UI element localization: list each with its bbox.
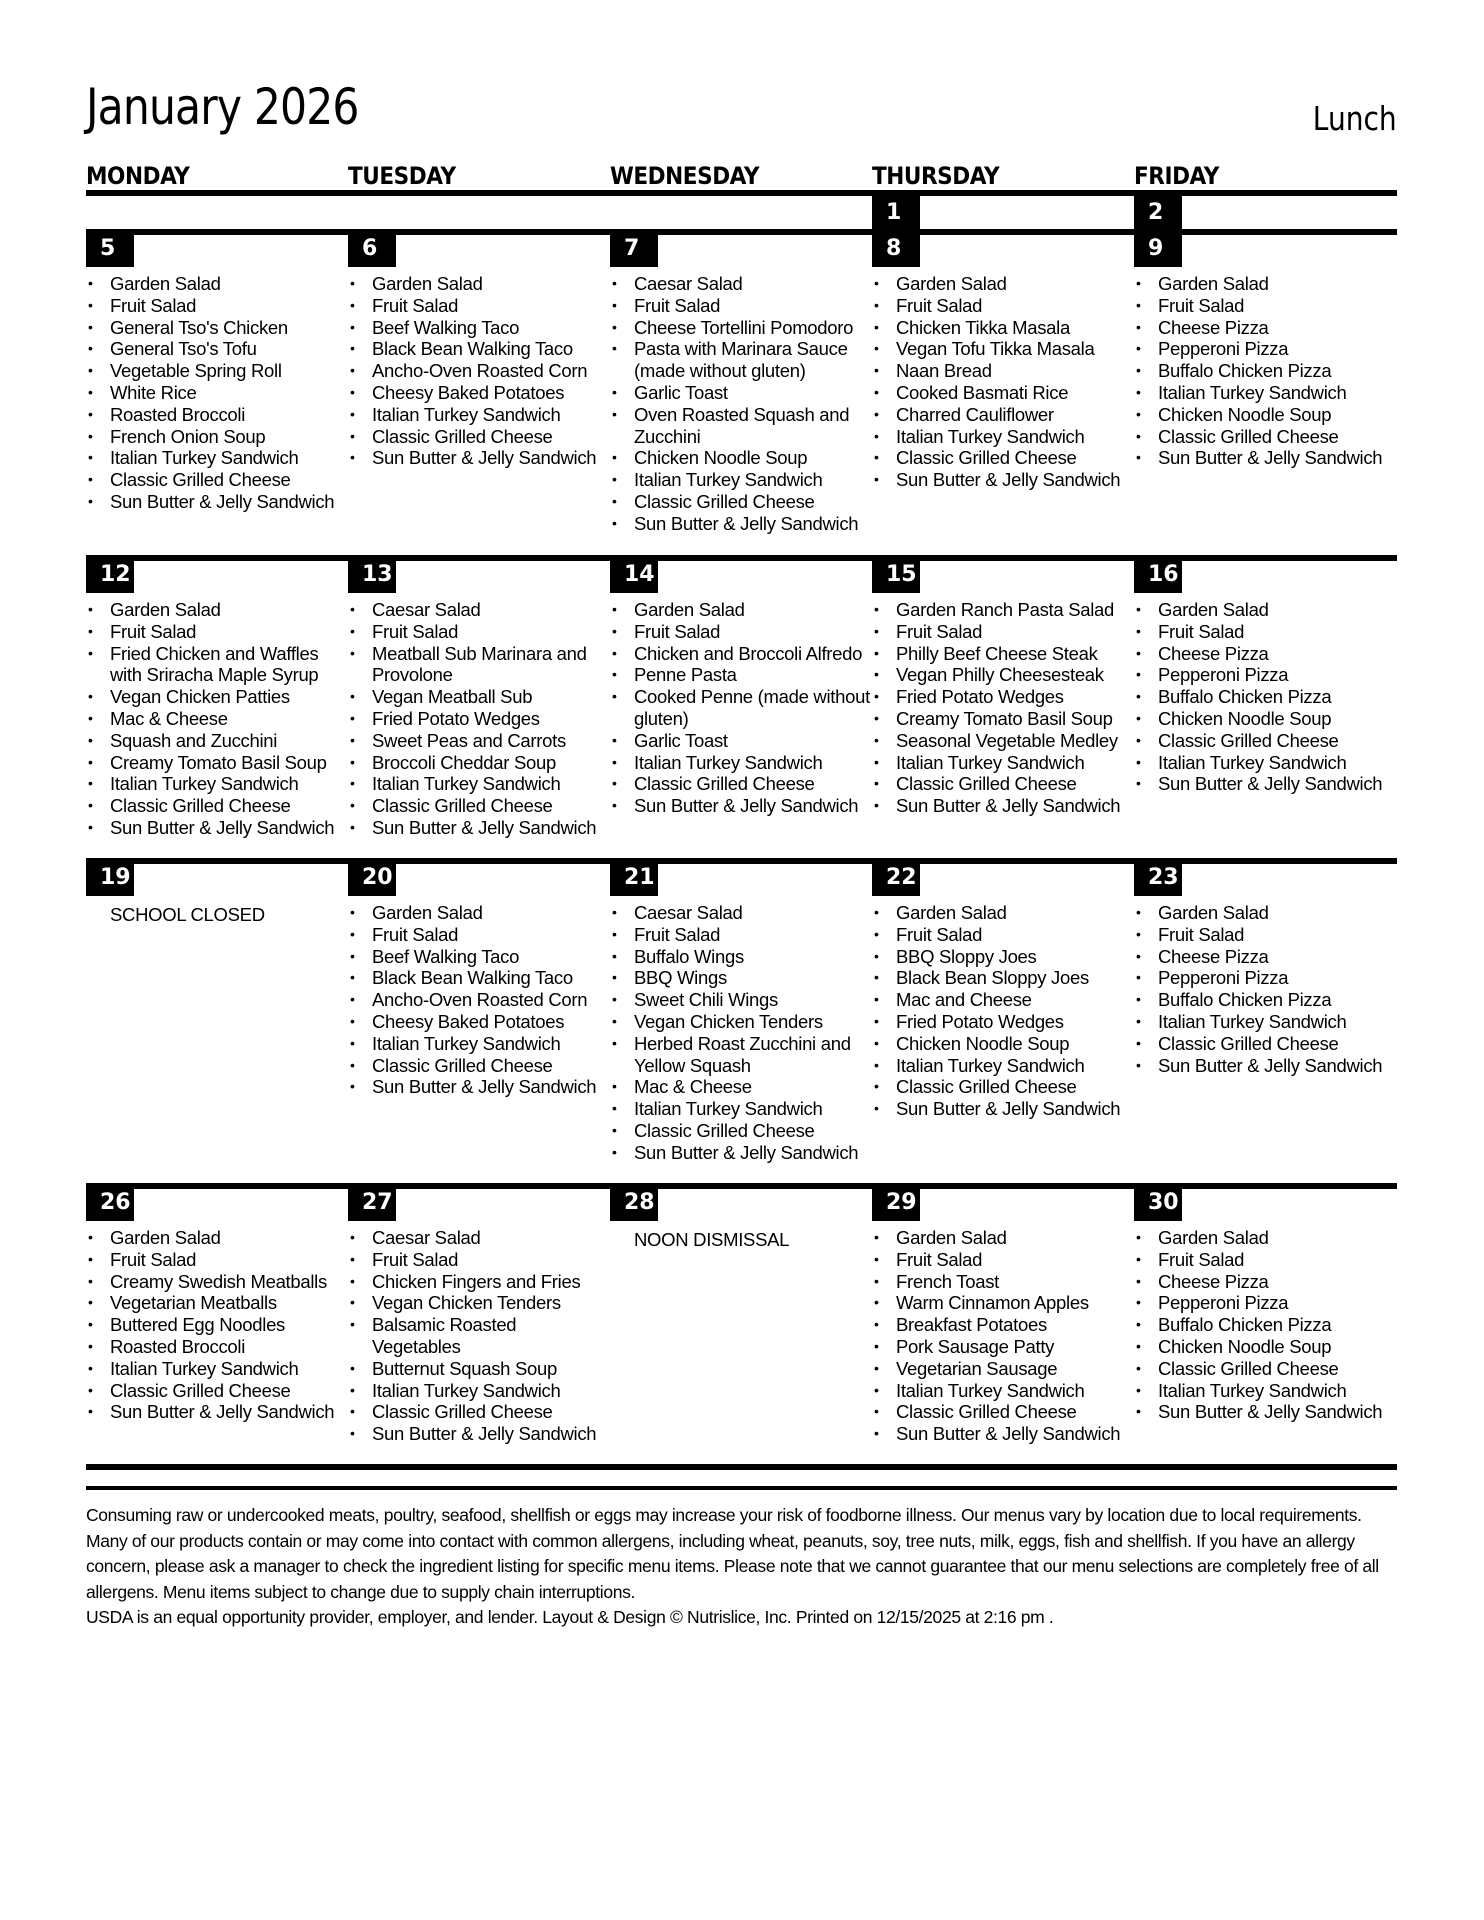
menu-item: • Pepperoni Pizza (1134, 1292, 1396, 1314)
day-number-badge: 29 (872, 1183, 920, 1221)
menu-item: • Fruit Salad (872, 924, 1134, 946)
menu-item: • Classic Grilled Cheese (86, 1380, 348, 1402)
menu-item: • Chicken Tikka Masala (872, 317, 1134, 339)
menu-item: • Sun Butter & Jelly Sandwich (1134, 447, 1396, 469)
menu-item: • Caesar Salad (348, 1227, 610, 1249)
day-number-badge: 2 (1134, 194, 1182, 229)
menu-item-list (610, 902, 872, 1164)
menu-item: • Pepperoni Pizza (1134, 338, 1396, 360)
menu-item: • Fruit Salad (610, 295, 872, 317)
menu-item: • Italian Turkey Sandwich (1134, 752, 1396, 774)
menu-item: • Mac & Cheese (86, 708, 348, 730)
menu-item: • Warm Cinnamon Apples (872, 1292, 1134, 1314)
menu-item: • Classic Grilled Cheese (610, 773, 872, 795)
menu-item: • Classic Grilled Cheese (872, 1401, 1134, 1423)
menu-item: • Sun Butter & Jelly Sandwich (348, 817, 610, 839)
menu-item: • Broccoli Cheddar Soup (348, 752, 610, 774)
menu-item: • Sun Butter & Jelly Sandwich (1134, 1401, 1396, 1423)
menu-item: • Fruit Salad (86, 1249, 348, 1271)
menu-item: • Garden Salad (610, 599, 872, 621)
menu-item: • Garden Salad (872, 902, 1134, 924)
menu-item-list (1134, 599, 1396, 795)
menu-item: • Fruit Salad (348, 924, 610, 946)
menu-item: • Garden Salad (86, 273, 348, 295)
weekday-thursday: THURSDAY (872, 162, 1000, 190)
menu-item: • General Tso's Tofu (86, 338, 348, 360)
menu-item: • Sun Butter & Jelly Sandwich (610, 513, 872, 535)
menu-item: • Pork Sausage Patty (872, 1336, 1134, 1358)
menu-item: • Chicken Noodle Soup (1134, 404, 1396, 426)
menu-item: • Caesar Salad (610, 273, 872, 295)
menu-item: • Black Bean Walking Taco (348, 338, 610, 360)
menu-item: • Italian Turkey Sandwich (610, 1098, 872, 1120)
menu-item-list (610, 599, 872, 817)
day-cell (1134, 858, 1396, 1183)
menu-item-list (872, 599, 1134, 817)
menu-item-list (1134, 273, 1396, 469)
day-cell (348, 858, 610, 1183)
menu-item: • Classic Grilled Cheese (872, 447, 1134, 469)
menu-item: • Garden Salad (348, 902, 610, 924)
menu-item: • Italian Turkey Sandwich (86, 773, 348, 795)
menu-item: • BBQ Wings (610, 967, 872, 989)
day-cell (610, 229, 872, 555)
week-row (86, 194, 1397, 227)
menu-item: • Ancho-Oven Roasted Corn (348, 989, 610, 1011)
menu-item: • Italian Turkey Sandwich (610, 752, 872, 774)
menu-item: • Creamy Tomato Basil Soup (872, 708, 1134, 730)
menu-item: • Vegan Chicken Tenders (610, 1011, 872, 1033)
menu-item: • Beef Walking Taco (348, 317, 610, 339)
menu-item: • Garden Salad (86, 1227, 348, 1249)
day-number-badge: 23 (1134, 858, 1182, 896)
menu-item: • Sun Butter & Jelly Sandwich (872, 795, 1134, 817)
menu-item: • Sun Butter & Jelly Sandwich (1134, 773, 1396, 795)
menu-item: • Garden Salad (348, 273, 610, 295)
menu-item: • Buffalo Chicken Pizza (1134, 360, 1396, 382)
day-number-badge: 20 (348, 858, 396, 896)
menu-item: • Fruit Salad (86, 295, 348, 317)
day-cell (1134, 194, 1396, 227)
day-cell (872, 1183, 1134, 1464)
day-number-badge: 1 (872, 194, 920, 229)
day-number-badge: 14 (610, 555, 658, 593)
menu-item: • Italian Turkey Sandwich (1134, 382, 1396, 404)
footer-divider (86, 1486, 1397, 1490)
usda-credits: USDA is an equal opportunity provider, employer, and lender. Layout & Design © Nutrislice, Inc. Printed on 12/15/2025 at 2:16 pm . (86, 1607, 1054, 1627)
menu-item: • Mac & Cheese (610, 1076, 872, 1098)
menu-item: • Classic Grilled Cheese (86, 795, 348, 817)
menu-item: • Garlic Toast (610, 730, 872, 752)
menu-item: • Sun Butter & Jelly Sandwich (872, 1423, 1134, 1445)
menu-item: • Creamy Tomato Basil Soup (86, 752, 348, 774)
menu-item: • Fried Potato Wedges (348, 708, 610, 730)
day-cell (348, 194, 610, 227)
menu-item: • Vegan Meatball Sub (348, 686, 610, 708)
menu-item: • Italian Turkey Sandwich (610, 469, 872, 491)
menu-item: • Pepperoni Pizza (1134, 664, 1396, 686)
menu-item: • Chicken Noodle Soup (610, 447, 872, 469)
menu-item: • Fruit Salad (872, 1249, 1134, 1271)
menu-item: • Garden Salad (872, 1227, 1134, 1249)
menu-item: • Ancho-Oven Roasted Corn (348, 360, 610, 382)
week-row (86, 229, 1397, 555)
menu-item-list (348, 902, 610, 1098)
menu-item-list (86, 599, 348, 839)
menu-item: • Classic Grilled Cheese (348, 1401, 610, 1423)
menu-item-list (86, 273, 348, 513)
menu-item: • Cheese Pizza (1134, 317, 1396, 339)
menu-item: • Fruit Salad (348, 295, 610, 317)
menu-item-list (348, 273, 610, 469)
day-number-badge: 5 (86, 229, 134, 267)
weekday-friday: FRIDAY (1134, 162, 1219, 190)
menu-item: • Classic Grilled Cheese (1134, 426, 1396, 448)
menu-item-list (1134, 1227, 1396, 1423)
menu-item: • Buffalo Chicken Pizza (1134, 1314, 1396, 1336)
menu-item: • Italian Turkey Sandwich (1134, 1011, 1396, 1033)
menu-item: • Creamy Swedish Meatballs (86, 1271, 348, 1293)
menu-item: • Classic Grilled Cheese (86, 469, 348, 491)
menu-item: • Fruit Salad (872, 295, 1134, 317)
menu-item: • Chicken Noodle Soup (872, 1033, 1134, 1055)
day-number-badge: 12 (86, 555, 134, 593)
menu-item: • Breakfast Potatoes (872, 1314, 1134, 1336)
day-cell (348, 555, 610, 858)
menu-item: • Fruit Salad (610, 621, 872, 643)
menu-item: • Fruit Salad (1134, 621, 1396, 643)
menu-item: • White Rice (86, 382, 348, 404)
day-cell (348, 1183, 610, 1464)
menu-item: • Classic Grilled Cheese (1134, 1033, 1396, 1055)
menu-item-list (872, 902, 1134, 1120)
menu-item: • Chicken Fingers and Fries (348, 1271, 610, 1293)
day-number-badge: 27 (348, 1183, 396, 1221)
day-cell (1134, 229, 1396, 555)
menu-item: • Herbed Roast Zucchini and Yellow Squash (610, 1033, 872, 1077)
menu-item: • Classic Grilled Cheese (610, 1120, 872, 1142)
day-number-badge: 13 (348, 555, 396, 593)
menu-item: • Sun Butter & Jelly Sandwich (86, 491, 348, 513)
menu-item: • Fruit Salad (872, 621, 1134, 643)
day-number-badge: 21 (610, 858, 658, 896)
menu-item-list (348, 1227, 610, 1445)
menu-item: • Fruit Salad (1134, 1249, 1396, 1271)
page-title: January 2026 (86, 78, 359, 136)
menu-item: • Classic Grilled Cheese (1134, 730, 1396, 752)
menu-item: • Cooked Basmati Rice (872, 382, 1134, 404)
day-cell (86, 194, 348, 227)
menu-item: • Sun Butter & Jelly Sandwich (610, 1142, 872, 1164)
menu-item: • Fried Potato Wedges (872, 1011, 1134, 1033)
menu-item: • Buttered Egg Noodles (86, 1314, 348, 1336)
weekday-header-row (86, 161, 1397, 191)
menu-item: • Italian Turkey Sandwich (348, 773, 610, 795)
menu-item: • Garden Salad (1134, 273, 1396, 295)
menu-item: • Mac and Cheese (872, 989, 1134, 1011)
menu-item: • Sweet Peas and Carrots (348, 730, 610, 752)
menu-item: • BBQ Sloppy Joes (872, 946, 1134, 968)
menu-item: • Cooked Penne (made without gluten) (610, 686, 872, 730)
menu-item-list (872, 273, 1134, 491)
day-cell (610, 1183, 872, 1464)
menu-item: • Italian Turkey Sandwich (348, 404, 610, 426)
menu-item: • Vegan Chicken Tenders (348, 1292, 610, 1314)
menu-item: • Caesar Salad (610, 902, 872, 924)
menu-item: • General Tso's Chicken (86, 317, 348, 339)
menu-item: • Italian Turkey Sandwich (348, 1033, 610, 1055)
day-number-badge: 19 (86, 858, 134, 896)
menu-item: • Classic Grilled Cheese (348, 1055, 610, 1077)
menu-item: • Vegetarian Meatballs (86, 1292, 348, 1314)
day-number-badge: 15 (872, 555, 920, 593)
day-number-badge: 16 (1134, 555, 1182, 593)
day-cell (610, 194, 872, 227)
menu-item: • Sweet Chili Wings (610, 989, 872, 1011)
menu-item: • Buffalo Wings (610, 946, 872, 968)
menu-item: • Garden Salad (1134, 902, 1396, 924)
day-number-badge: 22 (872, 858, 920, 896)
day-cell (872, 858, 1134, 1183)
day-cell (86, 229, 348, 555)
day-cell (1134, 555, 1396, 858)
weekday-monday: MONDAY (86, 162, 190, 190)
menu-item-list (610, 273, 872, 535)
day-note: SCHOOL CLOSED (110, 904, 265, 925)
menu-item: • Garden Salad (1134, 1227, 1396, 1249)
menu-item: • French Toast (872, 1271, 1134, 1293)
menu-item-list (86, 1227, 348, 1423)
day-cell (872, 229, 1134, 555)
menu-item: • Beef Walking Taco (348, 946, 610, 968)
menu-item: • Vegan Philly Cheesesteak (872, 664, 1134, 686)
menu-item: • Fried Chicken and Waffles with Sriracha Maple Syrup (86, 643, 348, 687)
menu-item: • Sun Butter & Jelly Sandwich (610, 795, 872, 817)
menu-item: • Classic Grilled Cheese (348, 426, 610, 448)
menu-item: • Philly Beef Cheese Steak (872, 643, 1134, 665)
menu-item: • Cheesy Baked Potatoes (348, 1011, 610, 1033)
day-cell (86, 1183, 348, 1464)
menu-item: • French Onion Soup (86, 426, 348, 448)
menu-item: • Butternut Squash Soup (348, 1358, 610, 1380)
day-cell (872, 194, 1134, 227)
menu-item: • Fruit Salad (1134, 924, 1396, 946)
menu-item: • Garden Salad (872, 273, 1134, 295)
menu-item-list (872, 1227, 1134, 1445)
day-number-badge: 7 (610, 229, 658, 267)
menu-item: • Classic Grilled Cheese (872, 1076, 1134, 1098)
menu-item: • Sun Butter & Jelly Sandwich (348, 1423, 610, 1445)
allergen-disclaimer: Consuming raw or undercooked meats, poultry, seafood, shellfish or eggs may increase your risk of foodborne illness. Our menus vary by location due to local requirements. Many of our products contain or may come into contact with common allergens, including wheat, peanuts, soy, tree nuts, milk, eggs, fish and shellfish. If you have an allergy concern, please ask a manager to check the ingredient listing for specific menu items. Please note that we cannot guarantee that our menu selections are completely free of all allergens. Menu items subject to change due to supply chain interruptions. (86, 1505, 1379, 1602)
menu-item: • Black Bean Walking Taco (348, 967, 610, 989)
menu-item: • Sun Butter & Jelly Sandwich (348, 447, 610, 469)
menu-item: • Classic Grilled Cheese (872, 773, 1134, 795)
menu-item: • Italian Turkey Sandwich (86, 447, 348, 469)
week-row (86, 1183, 1397, 1464)
weekday-tuesday: TUESDAY (348, 162, 456, 190)
menu-item: • Fried Potato Wedges (872, 686, 1134, 708)
menu-item-list (1134, 902, 1396, 1076)
menu-item: • Italian Turkey Sandwich (872, 1380, 1134, 1402)
menu-item: • Cheese Pizza (1134, 643, 1396, 665)
menu-item: • Italian Turkey Sandwich (348, 1380, 610, 1402)
menu-item: • Vegan Tofu Tikka Masala (872, 338, 1134, 360)
menu-item: • Chicken and Broccoli Alfredo (610, 643, 872, 665)
menu-item: • Roasted Broccoli (86, 1336, 348, 1358)
menu-item: • Fruit Salad (1134, 295, 1396, 317)
menu-item: • Buffalo Chicken Pizza (1134, 989, 1396, 1011)
menu-item: • Sun Butter & Jelly Sandwich (1134, 1055, 1396, 1077)
menu-item: • Cheesy Baked Potatoes (348, 382, 610, 404)
menu-item: • Fruit Salad (348, 621, 610, 643)
menu-item: • Roasted Broccoli (86, 404, 348, 426)
day-number-badge: 26 (86, 1183, 134, 1221)
menu-item: • Oven Roasted Squash and Zucchini (610, 404, 872, 448)
menu-item: • Garden Ranch Pasta Salad (872, 599, 1134, 621)
menu-item: • Sun Butter & Jelly Sandwich (86, 1401, 348, 1423)
day-number-badge: 9 (1134, 229, 1182, 267)
meal-type-label: Lunch (1313, 99, 1397, 138)
calendar-bottom-divider (86, 1464, 1397, 1470)
week-row (86, 555, 1397, 858)
menu-item: • Italian Turkey Sandwich (872, 1055, 1134, 1077)
menu-item: • Garlic Toast (610, 382, 872, 404)
menu-item: • Seasonal Vegetable Medley (872, 730, 1134, 752)
menu-item: • Classic Grilled Cheese (610, 491, 872, 513)
menu-item: • Chicken Noodle Soup (1134, 708, 1396, 730)
day-number-badge: 28 (610, 1183, 658, 1221)
menu-item: • Caesar Salad (348, 599, 610, 621)
menu-item: • Italian Turkey Sandwich (86, 1358, 348, 1380)
day-cell (1134, 1183, 1396, 1464)
menu-item: • Italian Turkey Sandwich (1134, 1380, 1396, 1402)
day-cell (86, 858, 348, 1183)
menu-item: • Squash and Zucchini (86, 730, 348, 752)
menu-item: • Fruit Salad (610, 924, 872, 946)
day-cell (610, 858, 872, 1183)
menu-item: • Vegan Chicken Patties (86, 686, 348, 708)
menu-item: • Cheese Pizza (1134, 946, 1396, 968)
day-number-badge: 6 (348, 229, 396, 267)
day-cell (348, 229, 610, 555)
menu-item: • Vegetarian Sausage (872, 1358, 1134, 1380)
day-number-badge: 8 (872, 229, 920, 267)
menu-item: • Balsamic Roasted Vegetables (348, 1314, 610, 1358)
menu-item: • Classic Grilled Cheese (1134, 1358, 1396, 1380)
menu-item: • Charred Cauliflower (872, 404, 1134, 426)
day-cell (872, 555, 1134, 858)
menu-item: • Fruit Salad (348, 1249, 610, 1271)
menu-item: • Pasta with Marinara Sauce (made without gluten) (610, 338, 872, 382)
menu-item: • Vegetable Spring Roll (86, 360, 348, 382)
menu-item: • Garden Salad (1134, 599, 1396, 621)
menu-item: • Fruit Salad (86, 621, 348, 643)
menu-item: • Classic Grilled Cheese (348, 795, 610, 817)
menu-item: • Garden Salad (86, 599, 348, 621)
footer (86, 1503, 1397, 1631)
menu-item: • Cheese Pizza (1134, 1271, 1396, 1293)
menu-item: • Penne Pasta (610, 664, 872, 686)
menu-item: • Meatball Sub Marinara and Provolone (348, 643, 610, 687)
menu-item: • Sun Butter & Jelly Sandwich (348, 1076, 610, 1098)
day-number-badge: 30 (1134, 1183, 1182, 1221)
day-note: NOON DISMISSAL (634, 1229, 790, 1250)
menu-item: • Cheese Tortellini Pomodoro (610, 317, 872, 339)
menu-item: • Sun Butter & Jelly Sandwich (872, 469, 1134, 491)
menu-item: • Italian Turkey Sandwich (872, 752, 1134, 774)
day-cell (86, 555, 348, 858)
weekday-wednesday: WEDNESDAY (610, 162, 760, 190)
menu-item: • Sun Butter & Jelly Sandwich (872, 1098, 1134, 1120)
menu-item: • Black Bean Sloppy Joes (872, 967, 1134, 989)
week-row (86, 858, 1397, 1183)
menu-item: • Naan Bread (872, 360, 1134, 382)
day-cell (610, 555, 872, 858)
menu-item: • Italian Turkey Sandwich (872, 426, 1134, 448)
menu-item-list (348, 599, 610, 839)
menu-item: • Pepperoni Pizza (1134, 967, 1396, 989)
menu-item: • Sun Butter & Jelly Sandwich (86, 817, 348, 839)
menu-item: • Buffalo Chicken Pizza (1134, 686, 1396, 708)
menu-item: • Chicken Noodle Soup (1134, 1336, 1396, 1358)
